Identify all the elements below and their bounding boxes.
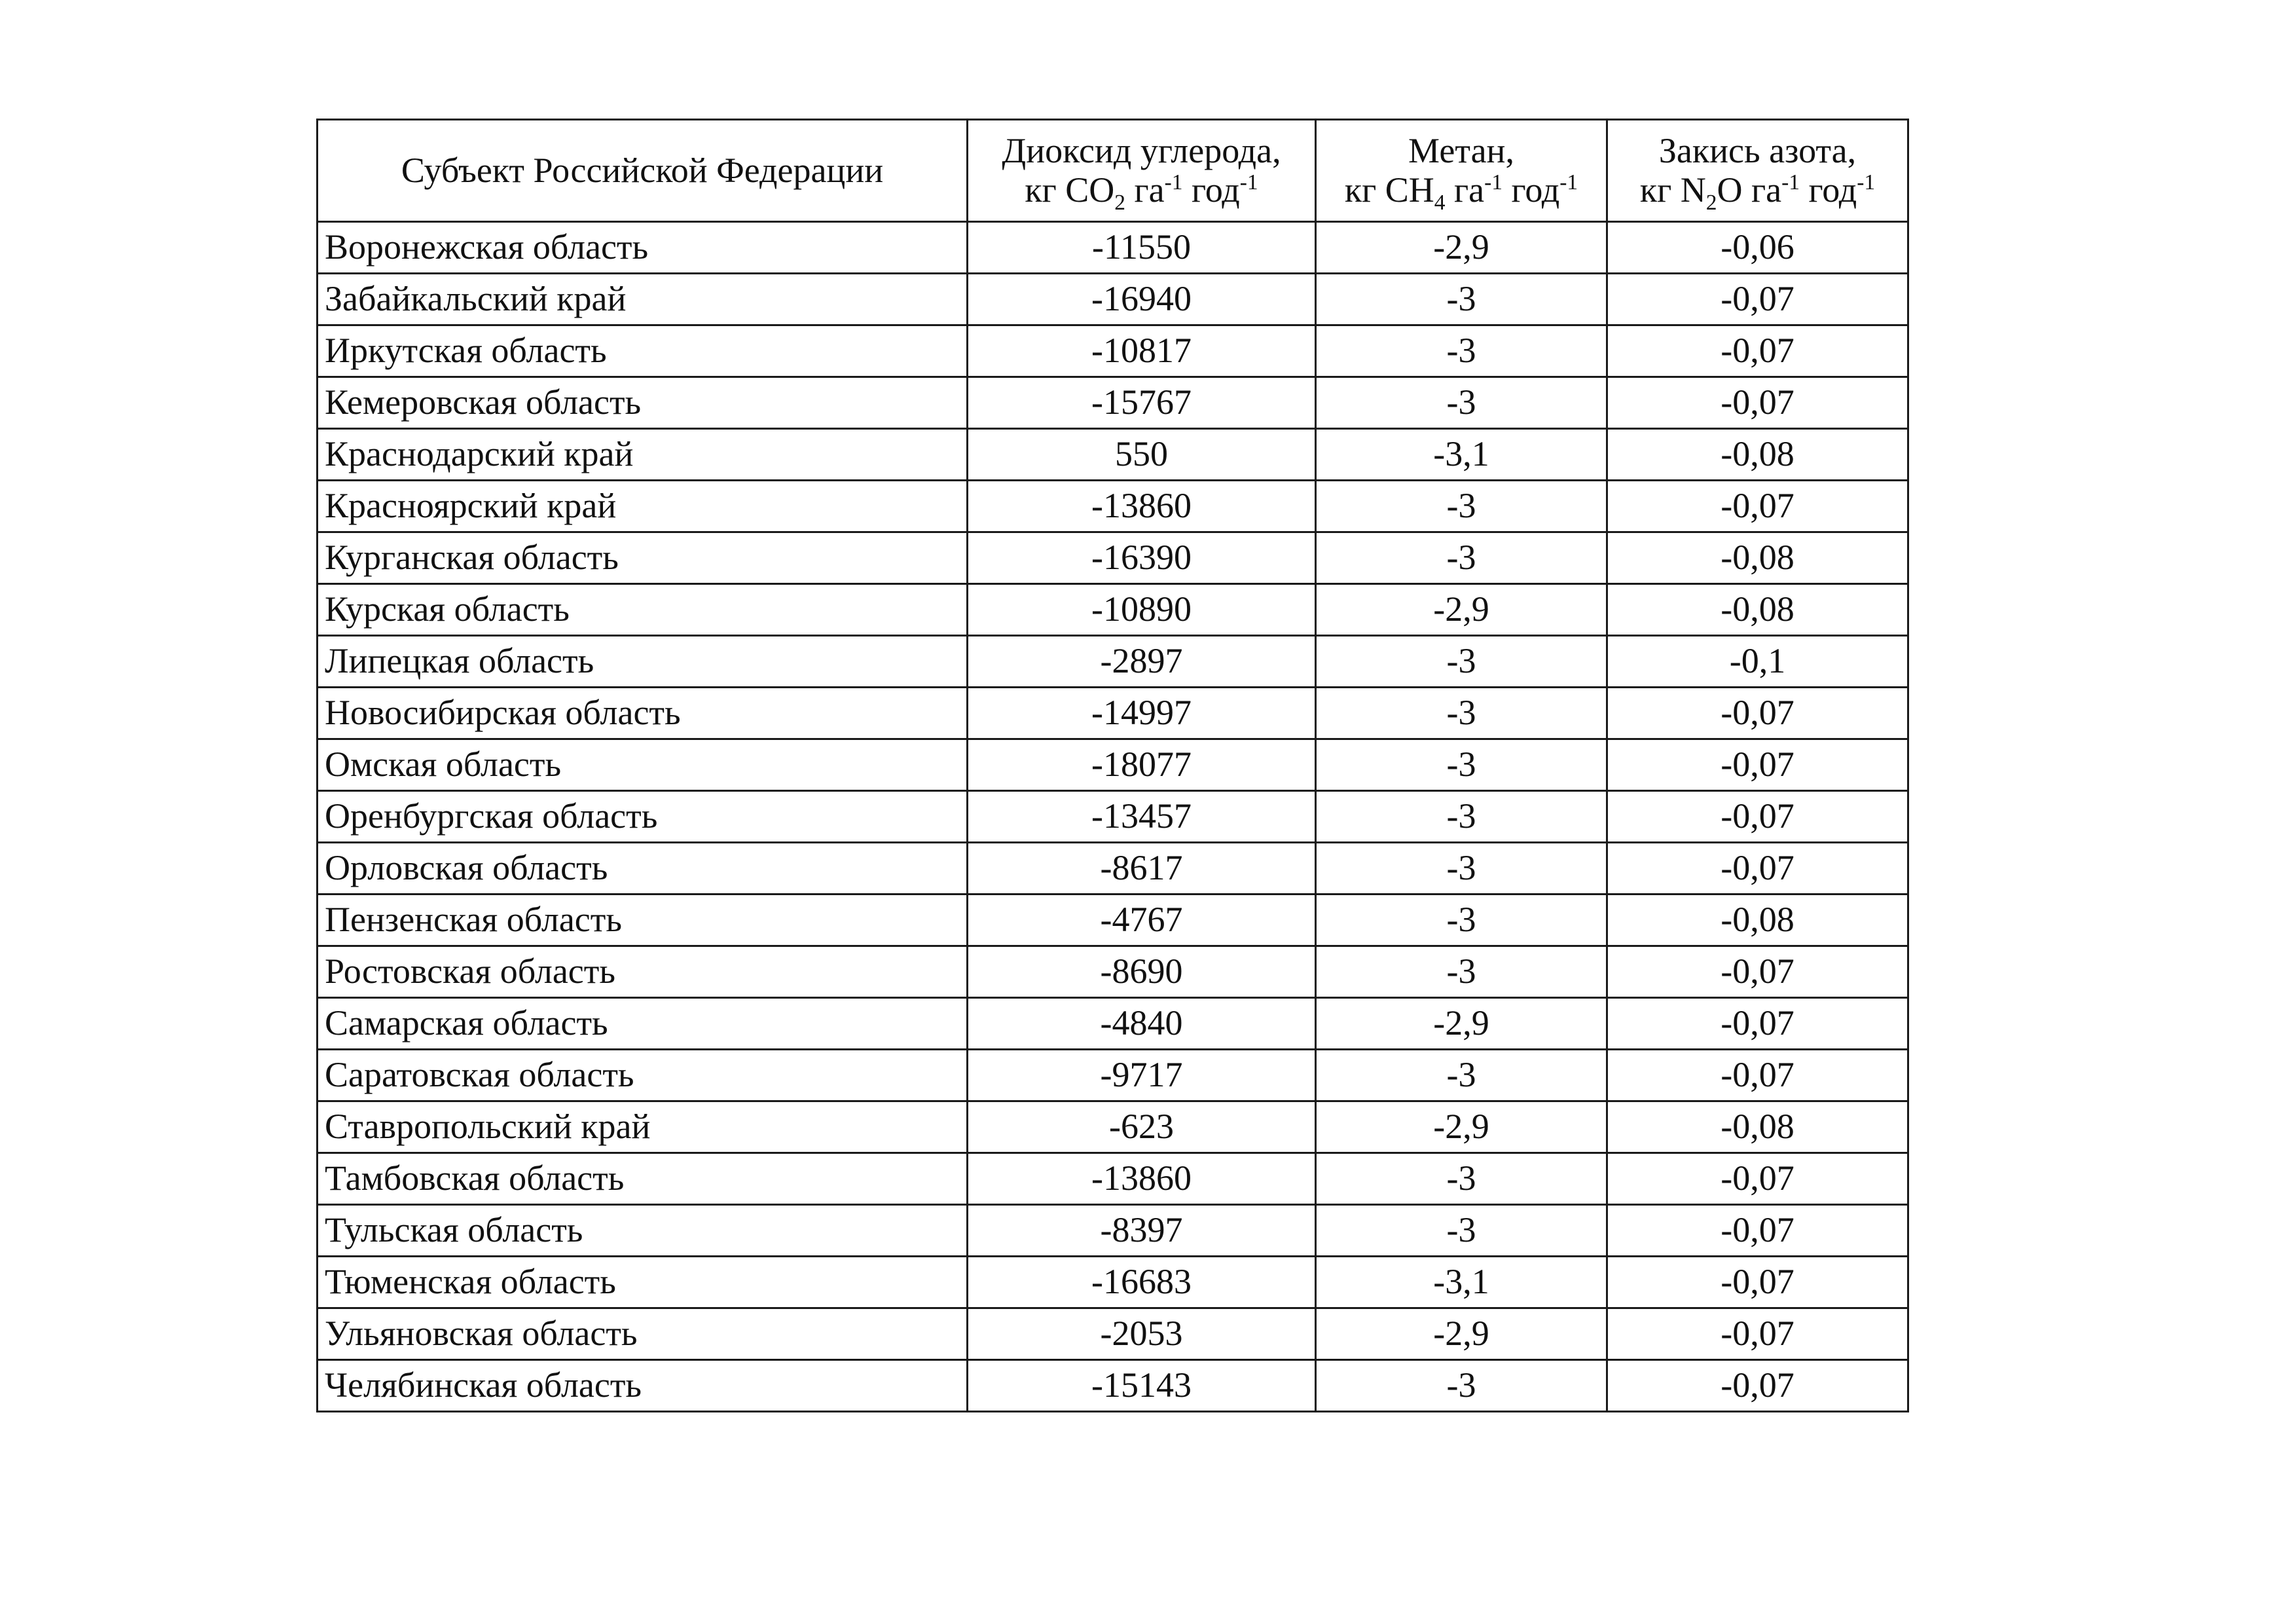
co2-cell: -15767 <box>968 377 1316 429</box>
ch4-cell: -3 <box>1316 1205 1607 1257</box>
ch4-cell: -3,1 <box>1316 429 1607 481</box>
ch4-cell: -3 <box>1316 377 1607 429</box>
table-row <box>318 222 1908 274</box>
ch4-cell: -2,9 <box>1316 998 1607 1050</box>
region-cell: Орловская область <box>318 843 968 895</box>
table-row <box>318 481 1908 532</box>
ch4-cell: -3 <box>1316 739 1607 791</box>
ch4-cell: -3 <box>1316 1050 1607 1101</box>
ch4-cell: -2,9 <box>1316 222 1607 274</box>
region-cell: Самарская область <box>318 998 968 1050</box>
co2-cell: -16940 <box>968 274 1316 325</box>
region-cell: Забайкальский край <box>318 274 968 325</box>
n2o-cell: -0,07 <box>1607 791 1908 843</box>
table-row <box>318 895 1908 946</box>
region-cell: Тульская область <box>318 1205 968 1257</box>
region-cell: Липецкая область <box>318 636 968 688</box>
ch4-cell: -2,9 <box>1316 1101 1607 1153</box>
n2o-cell: -0,08 <box>1607 532 1908 584</box>
table-row <box>318 1050 1908 1101</box>
ch4-cell: -3 <box>1316 481 1607 532</box>
ch4-cell: -3 <box>1316 895 1607 946</box>
table-row <box>318 1360 1908 1412</box>
table-row <box>318 688 1908 739</box>
ch4-cell: -3 <box>1316 946 1607 998</box>
region-cell: Новосибирская область <box>318 688 968 739</box>
table-row <box>318 636 1908 688</box>
table-row <box>318 1153 1908 1205</box>
co2-cell: -623 <box>968 1101 1316 1153</box>
region-cell: Курганская область <box>318 532 968 584</box>
table-row <box>318 584 1908 636</box>
n2o-cell: -0,1 <box>1607 636 1908 688</box>
header-ch4 <box>1316 120 1607 222</box>
n2o-cell: -0,08 <box>1607 1101 1908 1153</box>
region-cell: Ростовская область <box>318 946 968 998</box>
region-cell: Пензенская область <box>318 895 968 946</box>
co2-cell: -14997 <box>968 688 1316 739</box>
header-region <box>318 120 968 222</box>
region-cell: Челябинская область <box>318 1360 968 1412</box>
n2o-cell: -0,07 <box>1607 481 1908 532</box>
ch4-cell: -3 <box>1316 532 1607 584</box>
ch4-cell: -3,1 <box>1316 1257 1607 1308</box>
n2o-cell: -0,08 <box>1607 584 1908 636</box>
n2o-cell: -0,07 <box>1607 1308 1908 1360</box>
ch4-cell: -3 <box>1316 843 1607 895</box>
header-region-label: Субъект Российской Федерации <box>401 150 884 190</box>
ch4-cell: -3 <box>1316 1153 1607 1205</box>
table-row <box>318 946 1908 998</box>
table-row <box>318 325 1908 377</box>
n2o-cell: -0,07 <box>1607 946 1908 998</box>
n2o-cell: -0,07 <box>1607 1257 1908 1308</box>
co2-cell: -18077 <box>968 739 1316 791</box>
header-co2-unit: кг $СО_2$ $га^{-1}$ год$^{-1}$ <box>1025 170 1258 215</box>
co2-cell: -2897 <box>968 636 1316 688</box>
n2o-cell: -0,07 <box>1607 688 1908 739</box>
ch4-cell: -3 <box>1316 274 1607 325</box>
co2-cell: -13457 <box>968 791 1316 843</box>
ch4-cell: -3 <box>1316 636 1607 688</box>
header-ch4-unit: кг $СН_4$ $га^{-1}$ год$^{-1}$ <box>1344 170 1578 215</box>
table-row <box>318 1257 1908 1308</box>
header-n2o <box>1607 120 1908 222</box>
header-ch4-title: Метан, <box>1408 131 1514 171</box>
table-row <box>318 532 1908 584</box>
n2o-cell: -0,07 <box>1607 843 1908 895</box>
table-row <box>318 739 1908 791</box>
table-header <box>318 120 1908 222</box>
region-cell: Курская область <box>318 584 968 636</box>
co2-cell: -2053 <box>968 1308 1316 1360</box>
region-cell: Саратовская область <box>318 1050 968 1101</box>
n2o-cell: -0,07 <box>1607 1050 1908 1101</box>
region-cell: Тюменская область <box>318 1257 968 1308</box>
co2-cell: -10890 <box>968 584 1316 636</box>
co2-cell: -13860 <box>968 481 1316 532</box>
n2o-cell: -0,06 <box>1607 222 1908 274</box>
region-cell: Ульяновская область <box>318 1308 968 1360</box>
region-cell: Омская область <box>318 739 968 791</box>
n2o-cell: -0,07 <box>1607 325 1908 377</box>
table-row <box>318 843 1908 895</box>
ch4-cell: -3 <box>1316 688 1607 739</box>
n2o-cell: -0,07 <box>1607 274 1908 325</box>
region-cell: Тамбовская область <box>318 1153 968 1205</box>
co2-cell: -8690 <box>968 946 1316 998</box>
region-cell: Ставропольский край <box>318 1101 968 1153</box>
co2-cell: -16683 <box>968 1257 1316 1308</box>
n2o-cell: -0,07 <box>1607 739 1908 791</box>
emissions-table <box>316 119 1909 1412</box>
region-cell: Красноярский край <box>318 481 968 532</box>
header-n2o-unit: кг $N_2O$ $га^{-1}$ год$^{-1}$ <box>1639 170 1876 215</box>
header-row <box>318 120 1908 222</box>
header-n2o-title: Закись азота, <box>1658 131 1857 171</box>
header-co2-title: Диоксид углерода, <box>1002 131 1281 171</box>
co2-cell: -8617 <box>968 843 1316 895</box>
region-cell: Краснодарский край <box>318 429 968 481</box>
n2o-cell: -0,08 <box>1607 429 1908 481</box>
table-row <box>318 377 1908 429</box>
table-row <box>318 1308 1908 1360</box>
region-cell: Иркутская область <box>318 325 968 377</box>
ch4-cell: -2,9 <box>1316 584 1607 636</box>
co2-cell: -8397 <box>968 1205 1316 1257</box>
co2-cell: -15143 <box>968 1360 1316 1412</box>
table-row <box>318 274 1908 325</box>
region-cell: Оренбургская область <box>318 791 968 843</box>
table-body <box>318 222 1908 1412</box>
n2o-cell: -0,07 <box>1607 377 1908 429</box>
ch4-cell: -3 <box>1316 325 1607 377</box>
table-row <box>318 791 1908 843</box>
co2-cell: 550 <box>968 429 1316 481</box>
co2-cell: -9717 <box>968 1050 1316 1101</box>
ch4-cell: -3 <box>1316 1360 1607 1412</box>
co2-cell: -11550 <box>968 222 1316 274</box>
co2-cell: -16390 <box>968 532 1316 584</box>
n2o-cell: -0,07 <box>1607 1205 1908 1257</box>
table-row <box>318 998 1908 1050</box>
co2-cell: -4840 <box>968 998 1316 1050</box>
ch4-cell: -2,9 <box>1316 1308 1607 1360</box>
n2o-cell: -0,07 <box>1607 998 1908 1050</box>
table-row <box>318 1101 1908 1153</box>
region-cell: Воронежская область <box>318 222 968 274</box>
table-row <box>318 429 1908 481</box>
header-co2 <box>968 120 1316 222</box>
table-row <box>318 1205 1908 1257</box>
n2o-cell: -0,07 <box>1607 1153 1908 1205</box>
region-cell: Кемеровская область <box>318 377 968 429</box>
co2-cell: -10817 <box>968 325 1316 377</box>
ch4-cell: -3 <box>1316 791 1607 843</box>
n2o-cell: -0,08 <box>1607 895 1908 946</box>
co2-cell: -13860 <box>968 1153 1316 1205</box>
co2-cell: -4767 <box>968 895 1316 946</box>
n2o-cell: -0,07 <box>1607 1360 1908 1412</box>
